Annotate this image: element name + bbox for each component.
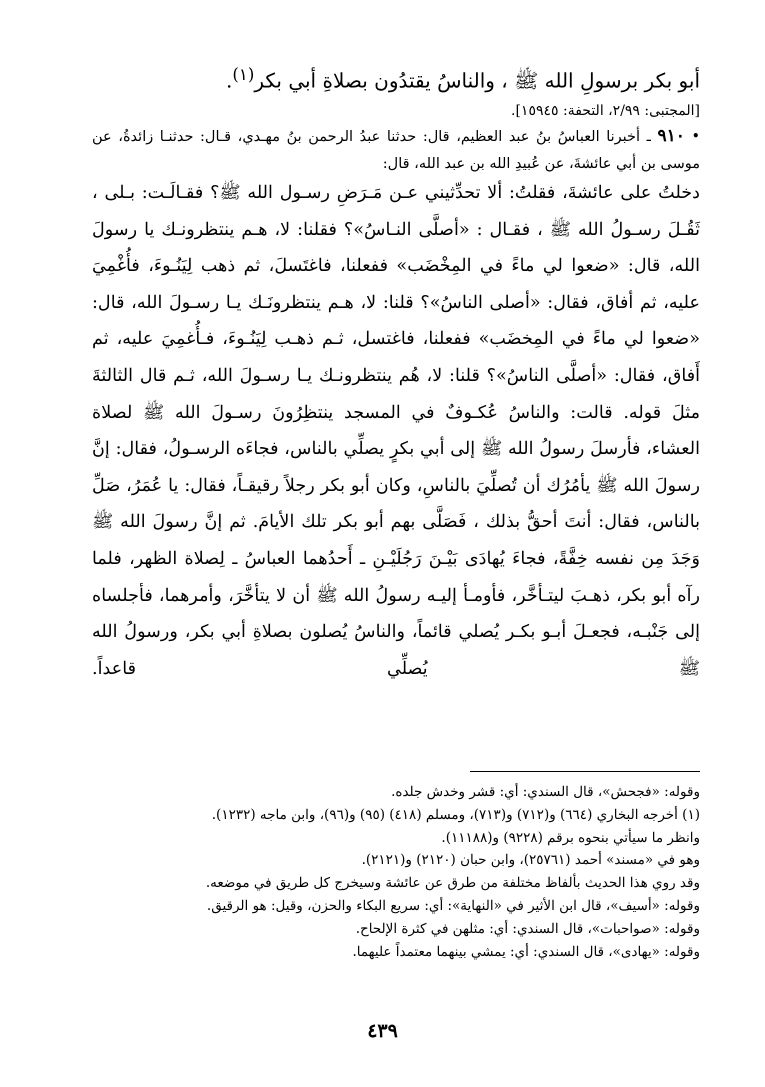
source-citation: [المجتبى: ٢/٩٩، التحفة: ١٥٩٤٥]. [511,103,700,119]
continuation-text: أبو بكر برسولِ الله ﷺ ، والناسُ يقتدُون بصلاةِ أبي بكر [254,68,700,93]
footnote-reference: (١) [232,65,255,84]
continuation-end: . [226,68,233,93]
footnote-line: وهو في «مسند» أحمد (٢٥٧٦١)، وابن حبان (٢١٢٠) و(٢١٢١). [361,852,700,869]
bullet-icon: • [684,129,701,145]
hadith-number: ٩١٠ [657,126,685,146]
page-number: ٤٣٩ [367,1020,398,1042]
footnote-line: وقوله: «يهادى»، قال السندي: أي: يمشي بينهما معتمداً عليهما. [352,943,700,960]
hadith-header [92,123,700,178]
hadith-chain: ـ أخبرنا العباسُ بنُ عبد العظيم، قال: حدثنا عبدُ الرحمن بنُ مهـدي، قـال: حدثنـا زائدةُ، عن موسى بن أبي عائشةَ، عن عُبيدِ الله بن عبد الله، قال: [92,129,700,172]
footnote-line: وقد روي هذا الحديث بألفاظ مختلفة من طرق عن عائشة وسيخرج كل طريق في موضعه. [205,875,700,892]
footnote-line: وانظر ما سيأتي بنحوه برقم (٩٢٢٨) و(١١١٨٨). [441,829,700,846]
footnote-line: وقوله: «صواحبات»، قال السندي: أي: مثلهن في كثرة الإلحاح. [355,920,700,937]
footnote-line: وقوله: «أسيف»، قال ابن الأثير في «النهاية»: أي: سريع البكاء والحزن، وقيل: هو الرقيق. [206,897,700,914]
continuation-line [92,58,700,98]
footnote-separator [470,771,700,772]
footnote-line: (١) أخرجه البخاري (٦٦٤) و(٧١٢) و(٧١٣)، ومسلم (٤١٨) (٩٥) و(٩٦)، وابن ماجه (١٢٣٢). [211,806,700,823]
footnote-line: وقوله: «فجحش»، قال السندي: أي: قشر وخدش جلده. [391,784,700,800]
hadith-text: دخلتُ على عائشةَ، فقلتُ: ألا تحدِّثيني عـن مَـرَضِ رسـول الله ﷺ؟ فقـالَـت: بـلى ، ثَقُـلَ رسـولُ الله ﷺ ، فقـال : «أصلَّى النـاسُ»؟ فقلنا: لا، هـم ينتظرونـك يا رسولَ الله، قال: «ضعوا لي ماءً في المِخْضَب» ففعلنا، فاغتَسلَ، ثم ذهب لِيَنُـوءَ، فأُغْمِيَ عليه، ثم أفاق، فقال: «أصلى الناسُ»؟ قلنا: لا، هـم ينتظرونَـك يـا رسـولَ الله، قال: «ضعوا لي ماءً في المِخضَب» ففعلنا، فاغتسل، ثـم ذهـب لِيَنُـوءَ، فـأُغمِيَ عليه، ثم أَفاق، فقال: «أصلَّى الناسُ»؟ قلنا: لا، هُم ينتظرونـك يـا رسـولَ الله، ثـم قال الثالثةَ مثلَ قوله. قالت: والناسُ عُكـوفٌ في المسجد ينتظِرُونَ رسـولَ الله ﷺ لصلاة العشاء، فأرسلَ رسولُ الله ﷺ إلى أبي بكرٍ يصلِّي بالناس، فجاءَه الرسـولُ، فقال: إنَّ رسولَ الله ﷺ يأمُرُك أن تُصلِّيَ بالناسِ، وكان أبو بكر رجلاً رقيقـاً، فقال: يا عُمَرُ، صَلِّ بالناس، فقال: أنتَ أحقُّ بذلك ، فَصَلَّى بهم أبو بكر تلك الأيامَ. ثم إنَّ رسولَ الله ﷺ وَجَدَ مِن نفسه خِفَّةً، فجاءَ يُهادَى بَيْـنَ رَجُلَيْـنِ ـ أَحدُهما العباسُ ـ لِصلاة الظهر، فلما رآه أبو بكر، ذهـبَ ليتـأخَّر، فأومـأ إليـه رسولُ الله ﷺ أن لا يتأخَّرَ، وأمرهما، فأجلساه إلى جَنْبـه، فجعـلَ أبـو بكـر يُصلي قائماً، والناسُ يُصلون بصلاةِ أبي بكر، ورسولُ الله ﷺ يُصلِّي قاعداً. [92,183,700,679]
footnotes [92,781,700,963]
hadith-body [92,175,700,687]
